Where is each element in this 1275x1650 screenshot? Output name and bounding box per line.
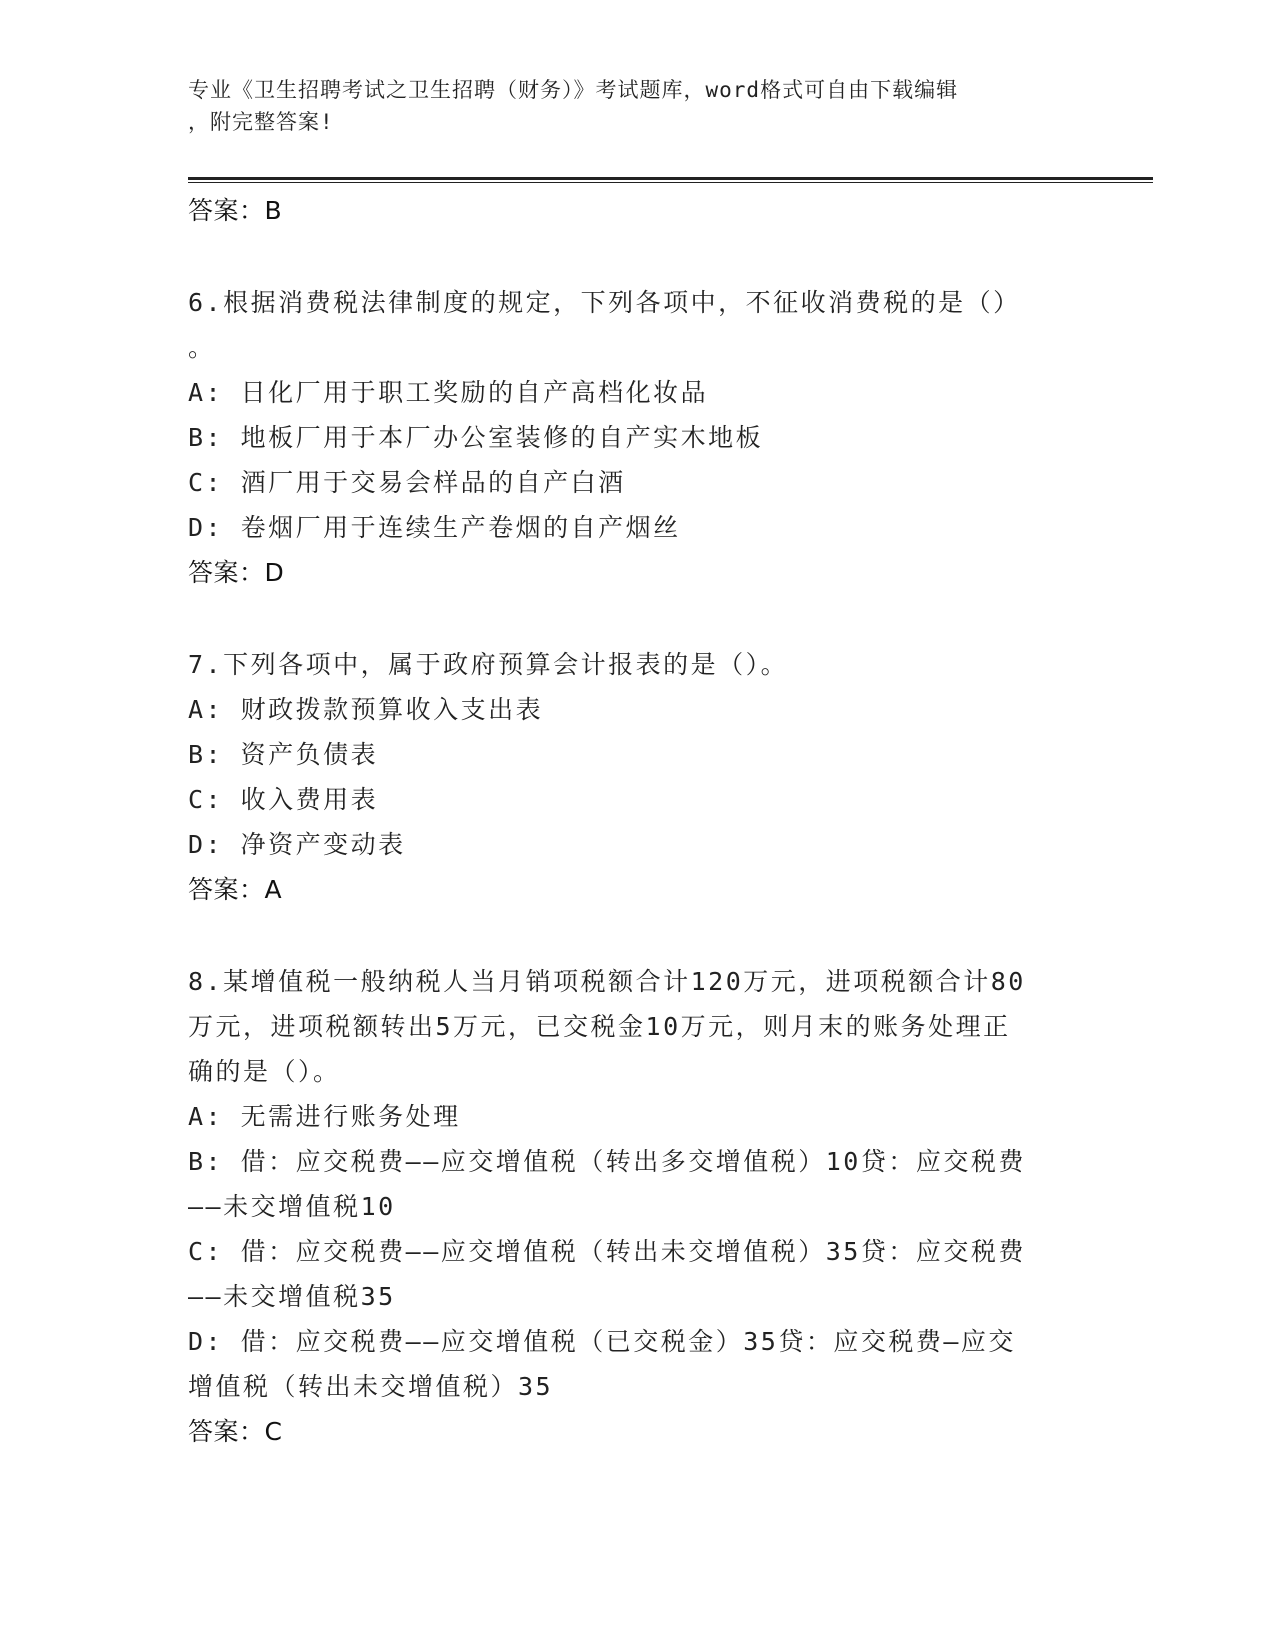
header-divider-thin xyxy=(188,182,1153,183)
question-6-option-c: C: 酒厂用于交易会样品的自产白酒 xyxy=(188,468,626,497)
document-body xyxy=(188,188,1088,1454)
header-line-1: 专业《卫生招聘考试之卫生招聘（财务）》考试题库，word格式可自由下载编辑 xyxy=(188,78,959,102)
question-6-stem-line-2: 。 xyxy=(188,333,216,362)
header-line-2: ，附完整答案! xyxy=(188,110,334,134)
question-8-option-d-line-1: D: 借：应交税费——应交增值税（已交税金）35贷：应交税费—应交 xyxy=(188,1327,1016,1356)
question-8-option-d-line-2: 增值税（转出未交增值税）35 xyxy=(188,1372,554,1401)
question-6-stem-line-1: 6.根据消费税法律制度的规定，下列各项中，不征收消费税的是（） xyxy=(188,288,1021,317)
answer-previous-question: 答案：B xyxy=(188,196,283,225)
question-8-answer: 答案：C xyxy=(188,1417,283,1446)
question-8 xyxy=(188,959,1088,1454)
header-divider-thick xyxy=(188,177,1153,180)
question-6-answer: 答案：D xyxy=(188,558,285,587)
spacer xyxy=(188,233,1088,280)
question-7 xyxy=(188,642,1088,912)
question-8-stem-line-1: 8.某增值税一般纳税人当月销项税额合计120万元，进项税额合计80 xyxy=(188,967,1026,996)
question-7-option-a: A: 财政拨款预算收入支出表 xyxy=(188,695,544,724)
question-6-option-a: A: 日化厂用于职工奖励的自产高档化妆品 xyxy=(188,378,709,407)
question-7-answer: 答案：A xyxy=(188,875,283,904)
question-6-option-d: D: 卷烟厂用于连续生产卷烟的自产烟丝 xyxy=(188,513,681,542)
page-header xyxy=(188,74,1088,138)
question-7-option-b: B: 资产负债表 xyxy=(188,740,379,769)
question-7-stem-line-1: 7.下列各项中，属于政府预算会计报表的是（）。 xyxy=(188,650,789,679)
question-8-stem-line-2: 万元，进项税额转出5万元，已交税金10万元，则月末的账务处理正 xyxy=(188,1012,1011,1041)
question-6-option-b: B: 地板厂用于本厂办公室装修的自产实木地板 xyxy=(188,423,764,452)
spacer xyxy=(188,912,1088,959)
question-8-option-c-line-1: C: 借：应交税费——应交增值税（转出未交增值税）35贷：应交税费 xyxy=(188,1237,1026,1266)
question-8-stem-line-3: 确的是（）。 xyxy=(188,1057,341,1086)
spacer xyxy=(188,595,1088,642)
question-7-option-c: C: 收入费用表 xyxy=(188,785,379,814)
question-8-option-c-line-2: ——未交增值税35 xyxy=(188,1282,396,1311)
question-8-option-b-line-1: B: 借：应交税费——应交增值税（转出多交增值税）10贷：应交税费 xyxy=(188,1147,1026,1176)
question-7-option-d: D: 净资产变动表 xyxy=(188,830,406,859)
question-8-option-b-line-2: ——未交增值税10 xyxy=(188,1192,396,1221)
question-8-option-a: A: 无需进行账务处理 xyxy=(188,1102,461,1131)
question-6 xyxy=(188,280,1088,595)
